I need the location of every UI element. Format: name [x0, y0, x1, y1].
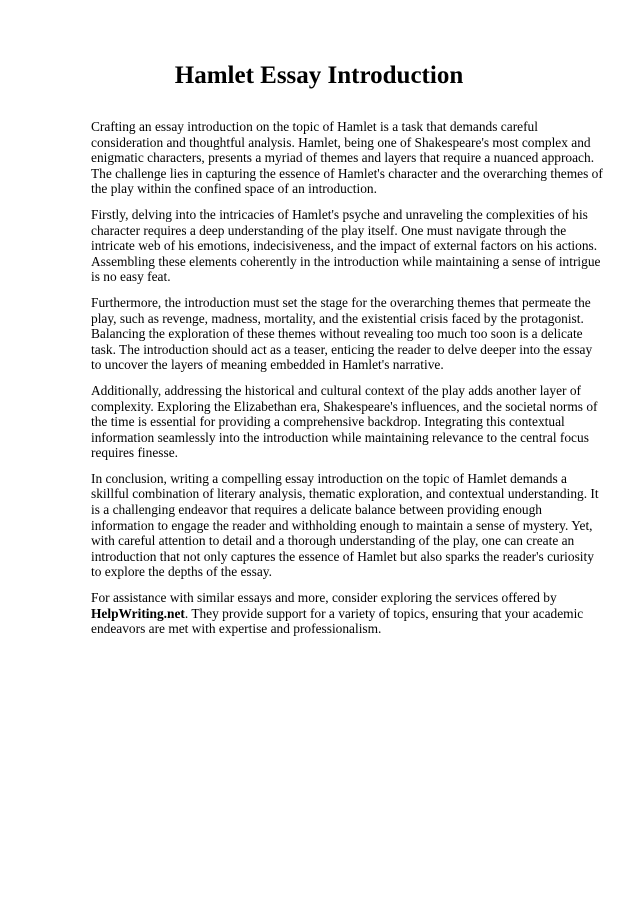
closing-text-after: . They provide support for a variety of topics, ensuring that your academic endeavors are met with expertise and professionalism.: [91, 605, 584, 637]
essay-body: [91, 119, 603, 647]
paragraph-additionally: Additionally, addressing the historical and cultural context of the play adds another layer of complexity. Exploring the Elizabethan era, Shakespeare's influences, and the societal norms of the time is essential for providing a comprehensive backdrop. Integrating this contextual information seamlessly into the introduction while maintaining relevance to the central focus requires finesse.: [91, 382, 598, 461]
paragraph-intro: Crafting an essay introduction on the topic of Hamlet is a task that demands careful consideration and thoughtful analysis. Hamlet, being one of Shakespeare's most complex and enigmatic characters, presents a myriad of themes and layers that require a nuanced approach. The challenge lies in capturing the essence of Hamlet's character and the overarching themes of the play within the confined space of an introduction.: [91, 119, 603, 197]
page-title: Hamlet Essay Introduction: [174, 62, 464, 89]
brand-name: HelpWriting.net: [91, 605, 185, 621]
closing-text-before: For assistance with similar essays and more, consider exploring the services offered by: [91, 590, 557, 606]
paragraph-firstly: Firstly, delving into the intricacies of Hamlet's psyche and unraveling the complexities of his character requires a deep understanding of the play itself. One must navigate through the intricate web of his emotions, indecisiveness, and the impact of external factors on his actions. Assembling these elements coherently in the introduction while maintaining a sense of intrigue is no easy feat.: [91, 206, 601, 285]
paragraph-furthermore: Furthermore, the introduction must set the stage for the overarching themes that permeate the play, such as revenge, madness, mortality, and the existential crisis faced by the protagonist. Balancing the exploration of these themes without revealing too much too soon is a delicate task. The introduction should act as a teaser, enticing the reader to delve deeper into the essay to uncover the layers of meaning embedded in Hamlet's narrative.: [91, 294, 593, 373]
paragraph-conclusion: In conclusion, writing a compelling essay introduction on the topic of Hamlet demands a skillful combination of literary analysis, thematic exploration, and contextual understanding. It is a challenging endeavor that requires a delicate balance between providing enough information to engage the reader and withholding enough to maintain a sense of mystery. Yet, with careful attention to detail and a thorough understanding of the play, one can create an introduction that not only captures the essence of Hamlet but also sparks the reader's curiosity to explore the depths of the essay.: [91, 470, 599, 580]
paragraph-closing: [91, 590, 603, 637]
